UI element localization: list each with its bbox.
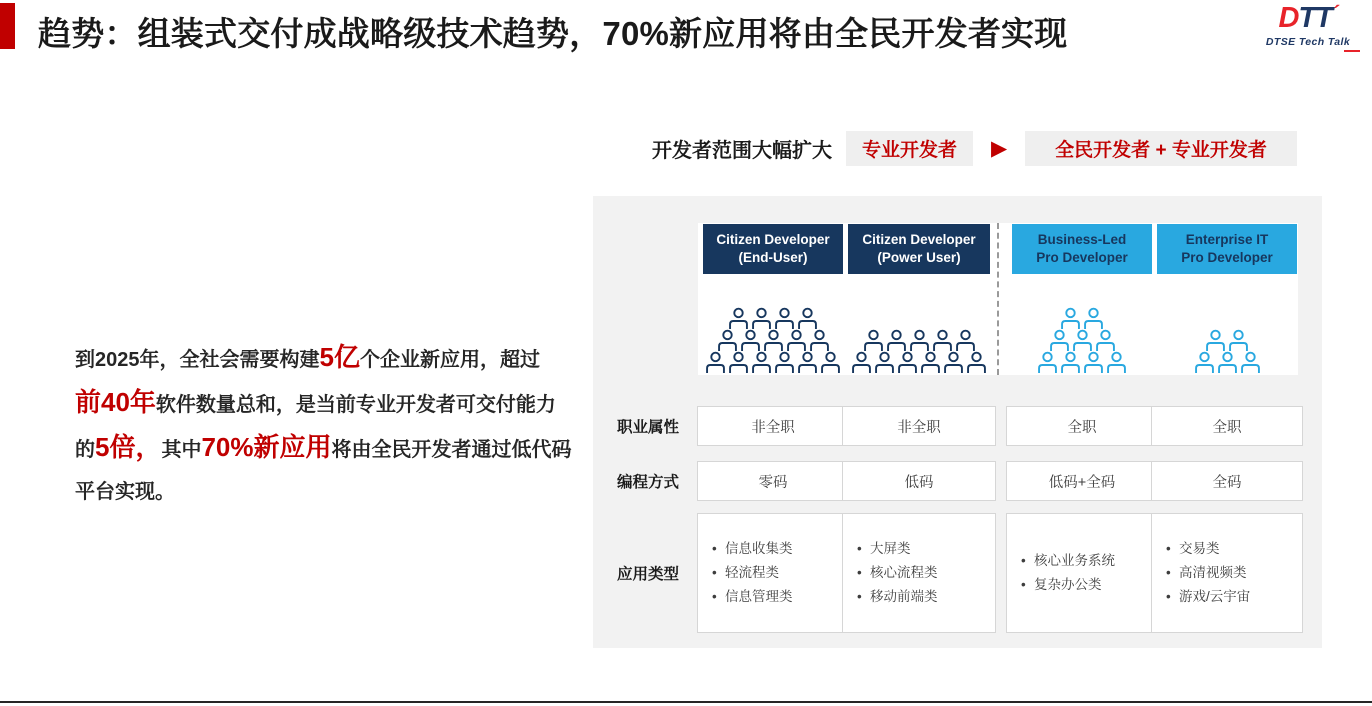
app-type-item: • 交易类	[1164, 537, 1298, 561]
person-icon	[785, 329, 808, 352]
person-icon	[1048, 329, 1071, 352]
diagram-panel	[593, 196, 1322, 648]
app-type-list	[843, 537, 995, 609]
person-icon	[808, 329, 831, 352]
person-icon	[727, 307, 750, 330]
badge-citizen-plus-professional: 全民开发者 + 专业开发者	[1025, 131, 1297, 166]
column-header-line: Enterprise IT	[1185, 232, 1269, 248]
job-value: 非全职	[842, 406, 996, 446]
app-type-item: • 移动前端类	[855, 585, 991, 609]
person-icon	[796, 307, 819, 330]
person-icon	[704, 351, 727, 374]
intro-text: 软件数量总和，是当前专业开发者可交付能力	[155, 394, 556, 416]
row-label-coding: 编程方式	[617, 474, 680, 491]
title-accent-bar	[0, 3, 15, 49]
page-title: 趋势：组装式交付成战略级技术趋势，70%新应用将由全民开发者实现	[38, 15, 1068, 52]
coding-value: 低码+全码	[1006, 461, 1158, 501]
logo-red-dash	[1344, 50, 1360, 52]
intro-text: 其中	[161, 439, 202, 461]
dashed-separator	[997, 223, 999, 375]
column-header-line: Pro Developer	[1181, 250, 1273, 265]
person-icon	[1082, 307, 1105, 330]
column-header	[848, 224, 990, 274]
people-row	[716, 329, 831, 352]
app-type-list	[1152, 537, 1302, 609]
column-header-line: (Power User)	[877, 250, 961, 265]
person-icon	[908, 329, 931, 352]
people-row	[1204, 329, 1250, 352]
diagram-column	[1157, 196, 1297, 648]
row-label-job: 职业属性	[617, 419, 680, 436]
people-row	[1036, 351, 1128, 374]
person-icon	[773, 351, 796, 374]
person-icon	[773, 307, 796, 330]
highlight-text: 前40年	[75, 387, 156, 417]
app-type-item: • 核心业务系统	[1019, 549, 1153, 573]
coding-value: 零码	[697, 461, 849, 501]
column-header	[1157, 224, 1297, 274]
person-icon	[716, 329, 739, 352]
person-icon	[919, 351, 942, 374]
person-icon	[1071, 329, 1094, 352]
app-type-item: • 高清视频类	[1164, 561, 1298, 585]
highlight-text: 5倍，	[95, 432, 162, 462]
person-icon	[896, 351, 919, 374]
coding-value: 全码	[1151, 461, 1303, 501]
badge-professional-developer: 专业开发者	[846, 131, 973, 166]
column-header-line: Pro Developer	[1036, 250, 1128, 265]
intro-text: 将由全民开发者通过低代码	[331, 439, 572, 461]
column-header-line: Citizen Developer	[716, 232, 830, 248]
person-icon	[942, 351, 965, 374]
person-icon	[1204, 329, 1227, 352]
intro-paragraph	[75, 336, 580, 513]
job-value: 全职	[1006, 406, 1158, 446]
column-header-line: (End-User)	[738, 250, 808, 265]
people-group	[1012, 284, 1152, 374]
column-header	[1012, 224, 1152, 274]
person-icon	[750, 351, 773, 374]
person-icon	[1227, 329, 1250, 352]
people-row	[1048, 329, 1117, 352]
job-value: 全职	[1151, 406, 1303, 446]
people-row	[704, 351, 842, 374]
person-icon	[885, 329, 908, 352]
column-header-line: Citizen Developer	[862, 232, 976, 248]
person-icon	[1216, 351, 1239, 374]
person-icon	[727, 351, 750, 374]
person-icon	[1059, 351, 1082, 374]
person-icon	[1059, 307, 1082, 330]
person-icon	[1036, 351, 1059, 374]
app-type-list	[1007, 549, 1157, 597]
diagram-column	[1012, 196, 1152, 648]
person-icon	[850, 351, 873, 374]
app-type-item: • 轻流程类	[710, 561, 844, 585]
person-icon	[762, 329, 785, 352]
person-icon	[819, 351, 842, 374]
logo-tick-icon: ˊ	[1331, 3, 1338, 25]
row-label-apps: 应用类型	[617, 566, 680, 583]
app-type-item: • 游戏/云宇宙	[1164, 585, 1298, 609]
apps-value	[1151, 513, 1303, 633]
people-group	[703, 284, 843, 374]
logo-letter-d: D	[1278, 2, 1299, 34]
app-type-item: • 信息管理类	[710, 585, 844, 609]
person-icon	[1239, 351, 1262, 374]
scope-label: 开发者范围大幅扩大	[652, 139, 832, 162]
column-header	[703, 224, 843, 274]
person-icon	[931, 329, 954, 352]
arrow-right-icon: ▶	[991, 136, 1008, 160]
developer-scope-row	[652, 131, 1297, 165]
apps-value	[1006, 513, 1158, 633]
logo-subtitle: DTSE Tech Talk	[1265, 36, 1351, 48]
app-type-item: • 大屏类	[855, 537, 991, 561]
person-icon	[1193, 351, 1216, 374]
highlight-text: 5亿	[319, 342, 360, 372]
people-row	[862, 329, 977, 352]
person-icon	[750, 307, 773, 330]
app-type-item: • 核心流程类	[855, 561, 991, 585]
logo-mark	[1256, 4, 1360, 33]
people-group	[848, 284, 990, 374]
diagram-column	[848, 196, 990, 648]
job-value: 非全职	[697, 406, 849, 446]
app-type-list	[698, 537, 848, 609]
bottom-border	[0, 701, 1372, 703]
intro-text: 到2025年，全社会需要构建	[75, 349, 320, 371]
people-row	[727, 307, 819, 330]
highlight-text: 70%新应用	[201, 432, 332, 462]
app-type-item: • 信息收集类	[710, 537, 844, 561]
person-icon	[873, 351, 896, 374]
intro-text: 的	[75, 439, 95, 461]
apps-value	[842, 513, 996, 633]
apps-value	[697, 513, 849, 633]
person-icon	[1082, 351, 1105, 374]
diagram-column	[703, 196, 843, 648]
person-icon	[965, 351, 988, 374]
person-icon	[739, 329, 762, 352]
coding-value: 低码	[842, 461, 996, 501]
person-icon	[862, 329, 885, 352]
column-header-line: Business-Led	[1037, 232, 1127, 248]
intro-text: 平台实现。	[75, 481, 175, 503]
person-icon	[1105, 351, 1128, 374]
people-group	[1157, 284, 1297, 374]
people-row	[1193, 351, 1262, 374]
intro-text: 个企业新应用，超过	[359, 349, 540, 371]
logo-letters-tt: TT	[1298, 2, 1332, 34]
app-type-item: • 复杂办公类	[1019, 573, 1153, 597]
people-row	[1059, 307, 1105, 330]
person-icon	[1094, 329, 1117, 352]
person-icon	[796, 351, 819, 374]
people-row	[850, 351, 988, 374]
dtse-logo	[1256, 4, 1360, 52]
person-icon	[954, 329, 977, 352]
